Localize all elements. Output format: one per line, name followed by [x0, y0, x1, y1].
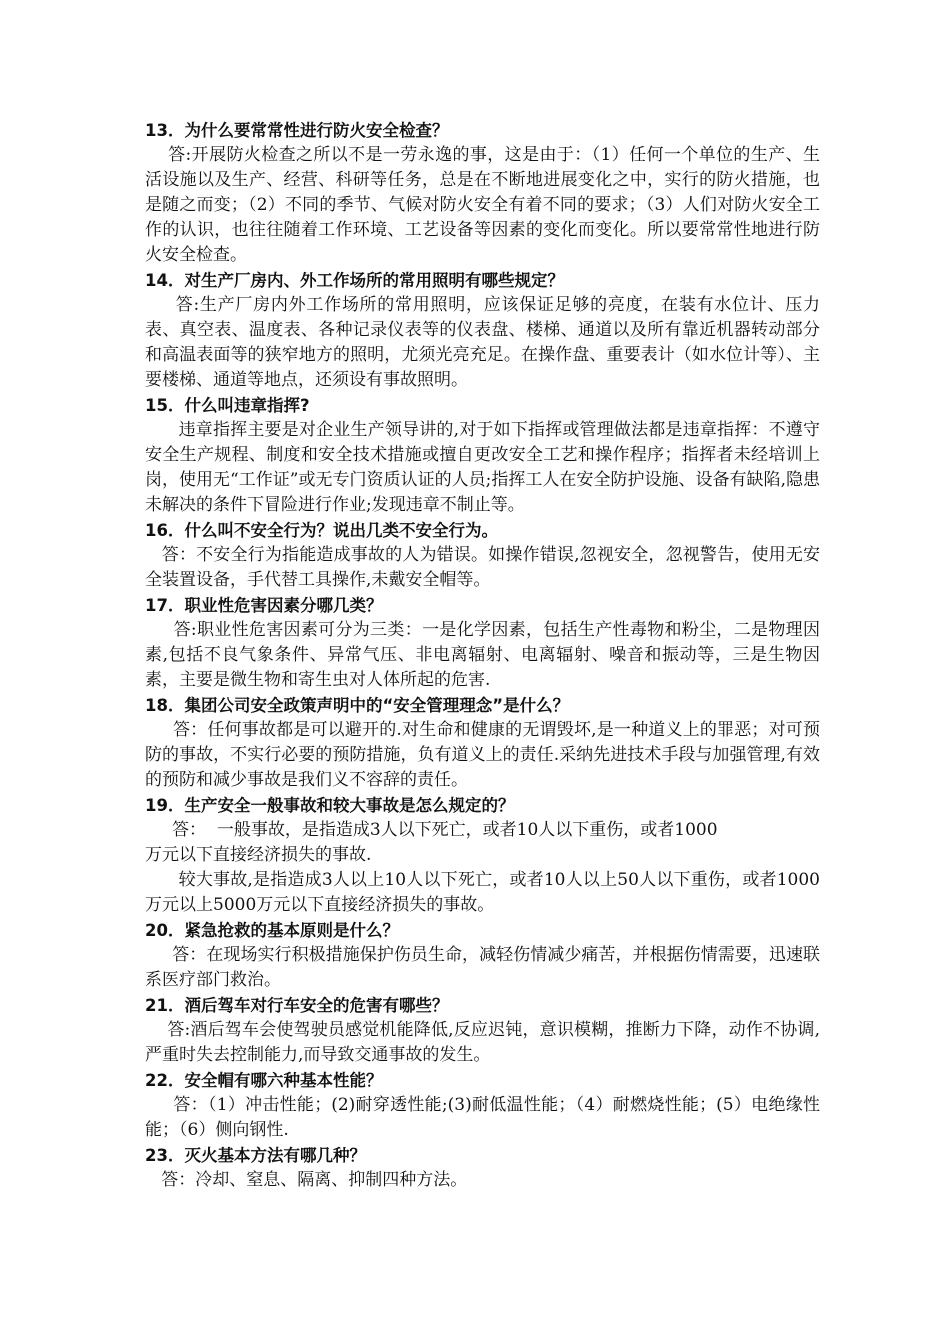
qa-item-13	[145, 118, 820, 268]
question-heading: 17．职业性危害因素分哪几类？	[145, 596, 383, 615]
qa-item-21	[145, 993, 820, 1068]
answer-paragraph: 答：（1）冲击性能；(2)耐穿透性能;(3)耐低温性能；（4）耐燃烧性能；(5）电绝缘性能；（6）侧向钢性.	[145, 1095, 820, 1140]
answer-paragraph: 答： 一般事故，是指造成3人以下死亡，或者10人以下重伤，或者1000 万元以下直接经济损失的事故.	[145, 820, 718, 865]
question-heading: 23．灭火基本方法有哪几种？	[145, 1146, 366, 1165]
answer-paragraph: 答：冷却、窒息、隔离、抑制四种方法。	[145, 1170, 468, 1190]
question-heading: 16．什么叫不安全行为？说出几类不安全行为。	[145, 521, 498, 540]
answer-paragraph: 较大事故,是指造成3人以上10人以下死亡，或者10人以上50人以下重伤，或者1000万元以上5000万元以下直接经济损失的事故。	[145, 870, 820, 915]
answer-paragraph: 答：在现场实行积极措施保护伤员生命，减轻伤情减少痛苦，并根据伤情需要，迅速联系医疗部门救治。	[145, 945, 820, 990]
question-heading: 19．生产安全一般事故和较大事故是怎么规定的？	[145, 796, 515, 815]
question-heading: 22．安全帽有哪六种基本性能？	[145, 1071, 383, 1090]
qa-item-20	[145, 918, 820, 993]
answer-paragraph: 答：不安全行为指能造成事故的人为错误。如操作错误,忽视安全，忽视警告，使用无安全装置设备，手代替工具操作,未戴安全帽等。	[145, 545, 821, 590]
question-heading: 21．酒后驾车对行车安全的危害有哪些？	[145, 996, 449, 1015]
qa-item-23	[145, 1143, 820, 1193]
question-heading: 13．为什么要常常性进行防火安全检查？	[145, 121, 449, 140]
answer-paragraph: 答:开展防火检查之所以不是一劳永逸的事，这是由于：（1）任何一个单位的生产、生活设施以及生产、经营、科研等任务，总是在不断地进展变化之中，实行的防火措施，也是随之而变；（2）不同的季节、气候对防火安全有着不同的要求；（3）人们对防火安全工作的认识，也往往随着工作环境、工艺设备等因素的变化而变化。所以要常常性地进行防火安全检查。	[145, 145, 820, 265]
answer-paragraph: 答:酒后驾车会使驾驶员感觉机能降低,反应迟钝，意识模糊，推断力下降，动作不协调,严重时失去控制能力,而导致交通事故的发生。	[145, 1020, 820, 1065]
qa-item-19	[145, 793, 820, 918]
question-heading: 20．紧急抢救的基本原则是什么？	[145, 921, 399, 940]
qa-item-15	[145, 393, 820, 518]
answer-paragraph: 答：任何事故都是可以避开的.对生命和健康的无谓毁坏,是一种道义上的罪恶；对可预防的事故，不实行必要的预防措施，负有道义上的责任.采纳先进技术手段与加强管理,有效的预防和减少事故是我们义不容辞的责任。	[145, 720, 820, 790]
qa-item-16	[145, 518, 820, 593]
qa-item-17	[145, 593, 820, 693]
answer-paragraph: 答:生产厂房内外工作场所的常用照明，应该保证足够的亮度，在装有水位计、压力表、真空表、温度表、各种记录仪表等的仪表盘、楼梯、通道以及所有靠近机器转动部分和高温表面等的狭窄地方的照明，尤须光亮充足。在操作盘、重要表计（如水位计等）、主要楼梯、通道等地点，还须设有事故照明。	[145, 295, 820, 390]
document-page	[145, 118, 820, 1193]
answer-paragraph: 答:职业性危害因素可分为三类：一是化学因素，包括生产性毒物和粉尘，二是物理因素,包括不良气象条件、异常气压、非电离辐射、电离辐射、噪音和振动等，三是生物因素，主要是微生物和寄生虫对人体所起的危害.	[145, 620, 820, 690]
qa-item-14	[145, 268, 820, 393]
answer-paragraph: 违章指挥主要是对企业生产领导讲的,对于如下指挥或管理做法都是违章指挥：不遵守安全生产规程、制度和安全技术措施或擅自更改安全工艺和操作程序；指挥者未经培训上岗，使用无“工作证”或无专门资质认证的人员;指挥工人在安全防护设施、设备有缺陷,隐患未解决的条件下冒险进行作业;发现违章不制止等。	[145, 420, 820, 515]
qa-item-18	[145, 693, 820, 793]
question-heading: 18．集团公司安全政策声明中的“安全管理理念”是什么？	[145, 696, 570, 715]
question-heading: 14．对生产厂房内、外工作场所的常用照明有哪些规定？	[145, 271, 564, 290]
qa-item-22	[145, 1068, 820, 1143]
question-heading: 15．什么叫违章指挥?	[145, 396, 310, 415]
